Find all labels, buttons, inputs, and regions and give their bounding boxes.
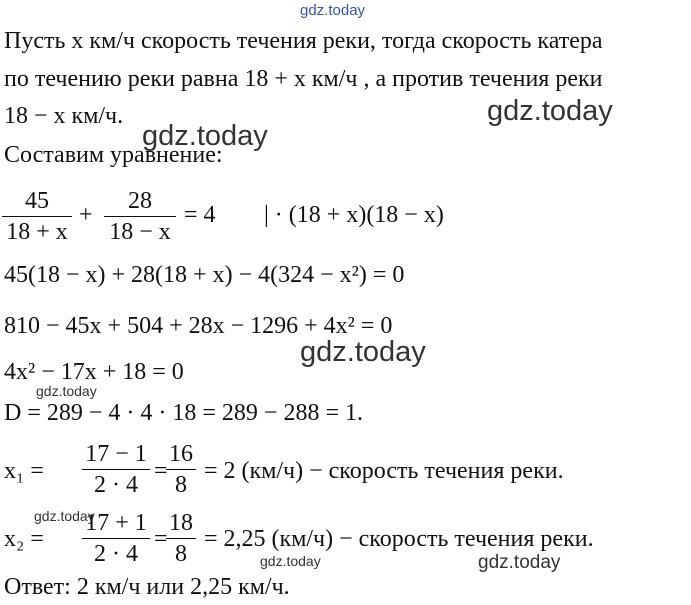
fraction <box>166 509 196 568</box>
numerator: 45 <box>25 188 49 214</box>
fraction-bar <box>2 216 72 217</box>
fraction <box>2 187 72 246</box>
watermark-big: gdz.today <box>142 120 268 152</box>
watermark-small: gdz.today <box>36 383 97 399</box>
watermark-big: gdz.today <box>300 336 426 368</box>
watermark-small: gdz.today <box>34 508 95 524</box>
fraction-bar <box>82 538 150 539</box>
equation: 810 − 45x + 504 + 28x − 1296 + 4x² = 0 <box>4 313 393 339</box>
text-line: Пусть x км/ч скорость течения реки, тогда скорость катера <box>4 28 603 54</box>
root-label: x₂ = <box>4 526 44 552</box>
watermark-small: gdz.today <box>260 553 321 569</box>
watermark-big: gdz.today <box>487 95 613 127</box>
denominator: 8 <box>175 472 187 498</box>
operator: = <box>154 458 168 484</box>
numerator: 16 <box>169 441 193 467</box>
text-line: Составим уравнение: <box>4 142 223 168</box>
root-result: = 2 (км/ч) − скорость течения реки. <box>204 458 564 484</box>
denominator: 8 <box>175 541 187 567</box>
equation: 4x² − 17x + 18 = 0 <box>4 359 184 385</box>
fraction <box>104 187 176 246</box>
root-label: x₁ = <box>4 458 44 484</box>
fraction-bar <box>104 216 176 217</box>
numerator: 28 <box>128 188 152 214</box>
denominator: 2 · 4 <box>94 541 138 567</box>
equation-rhs: = 4 <box>184 202 216 228</box>
operator: + <box>79 202 93 228</box>
denominator: 18 − x <box>109 219 171 245</box>
watermark-top: gdz.today <box>300 2 366 19</box>
root-result: = 2,25 (км/ч) − скорость течения реки. <box>204 526 594 552</box>
fraction <box>82 509 150 568</box>
fraction <box>166 440 196 499</box>
fraction-bar <box>166 469 196 470</box>
operator: = <box>154 526 168 552</box>
equation: 45(18 − x) + 28(18 + x) − 4(324 − x²) = 0 <box>4 262 405 288</box>
fraction-bar <box>82 469 150 470</box>
numerator: 18 <box>169 510 193 536</box>
text-line: 18 − x км/ч. <box>4 103 124 129</box>
equation-multiplier: | · (18 + x)(18 − x) <box>264 202 444 228</box>
numerator: 17 + 1 <box>85 510 147 536</box>
numerator: 17 − 1 <box>85 441 147 467</box>
text-line: по течению реки равна 18 + x км/ч , а против течения реки <box>4 66 603 92</box>
watermark-small: gdz.today <box>478 552 561 573</box>
fraction-bar <box>166 538 196 539</box>
denominator: 2 · 4 <box>94 472 138 498</box>
equation: D = 289 − 4 · 4 · 18 = 289 − 288 = 1. <box>4 400 363 426</box>
denominator: 18 + x <box>6 219 68 245</box>
fraction <box>82 440 150 499</box>
answer-line: Ответ: 2 км/ч или 2,25 км/ч. <box>4 574 290 600</box>
